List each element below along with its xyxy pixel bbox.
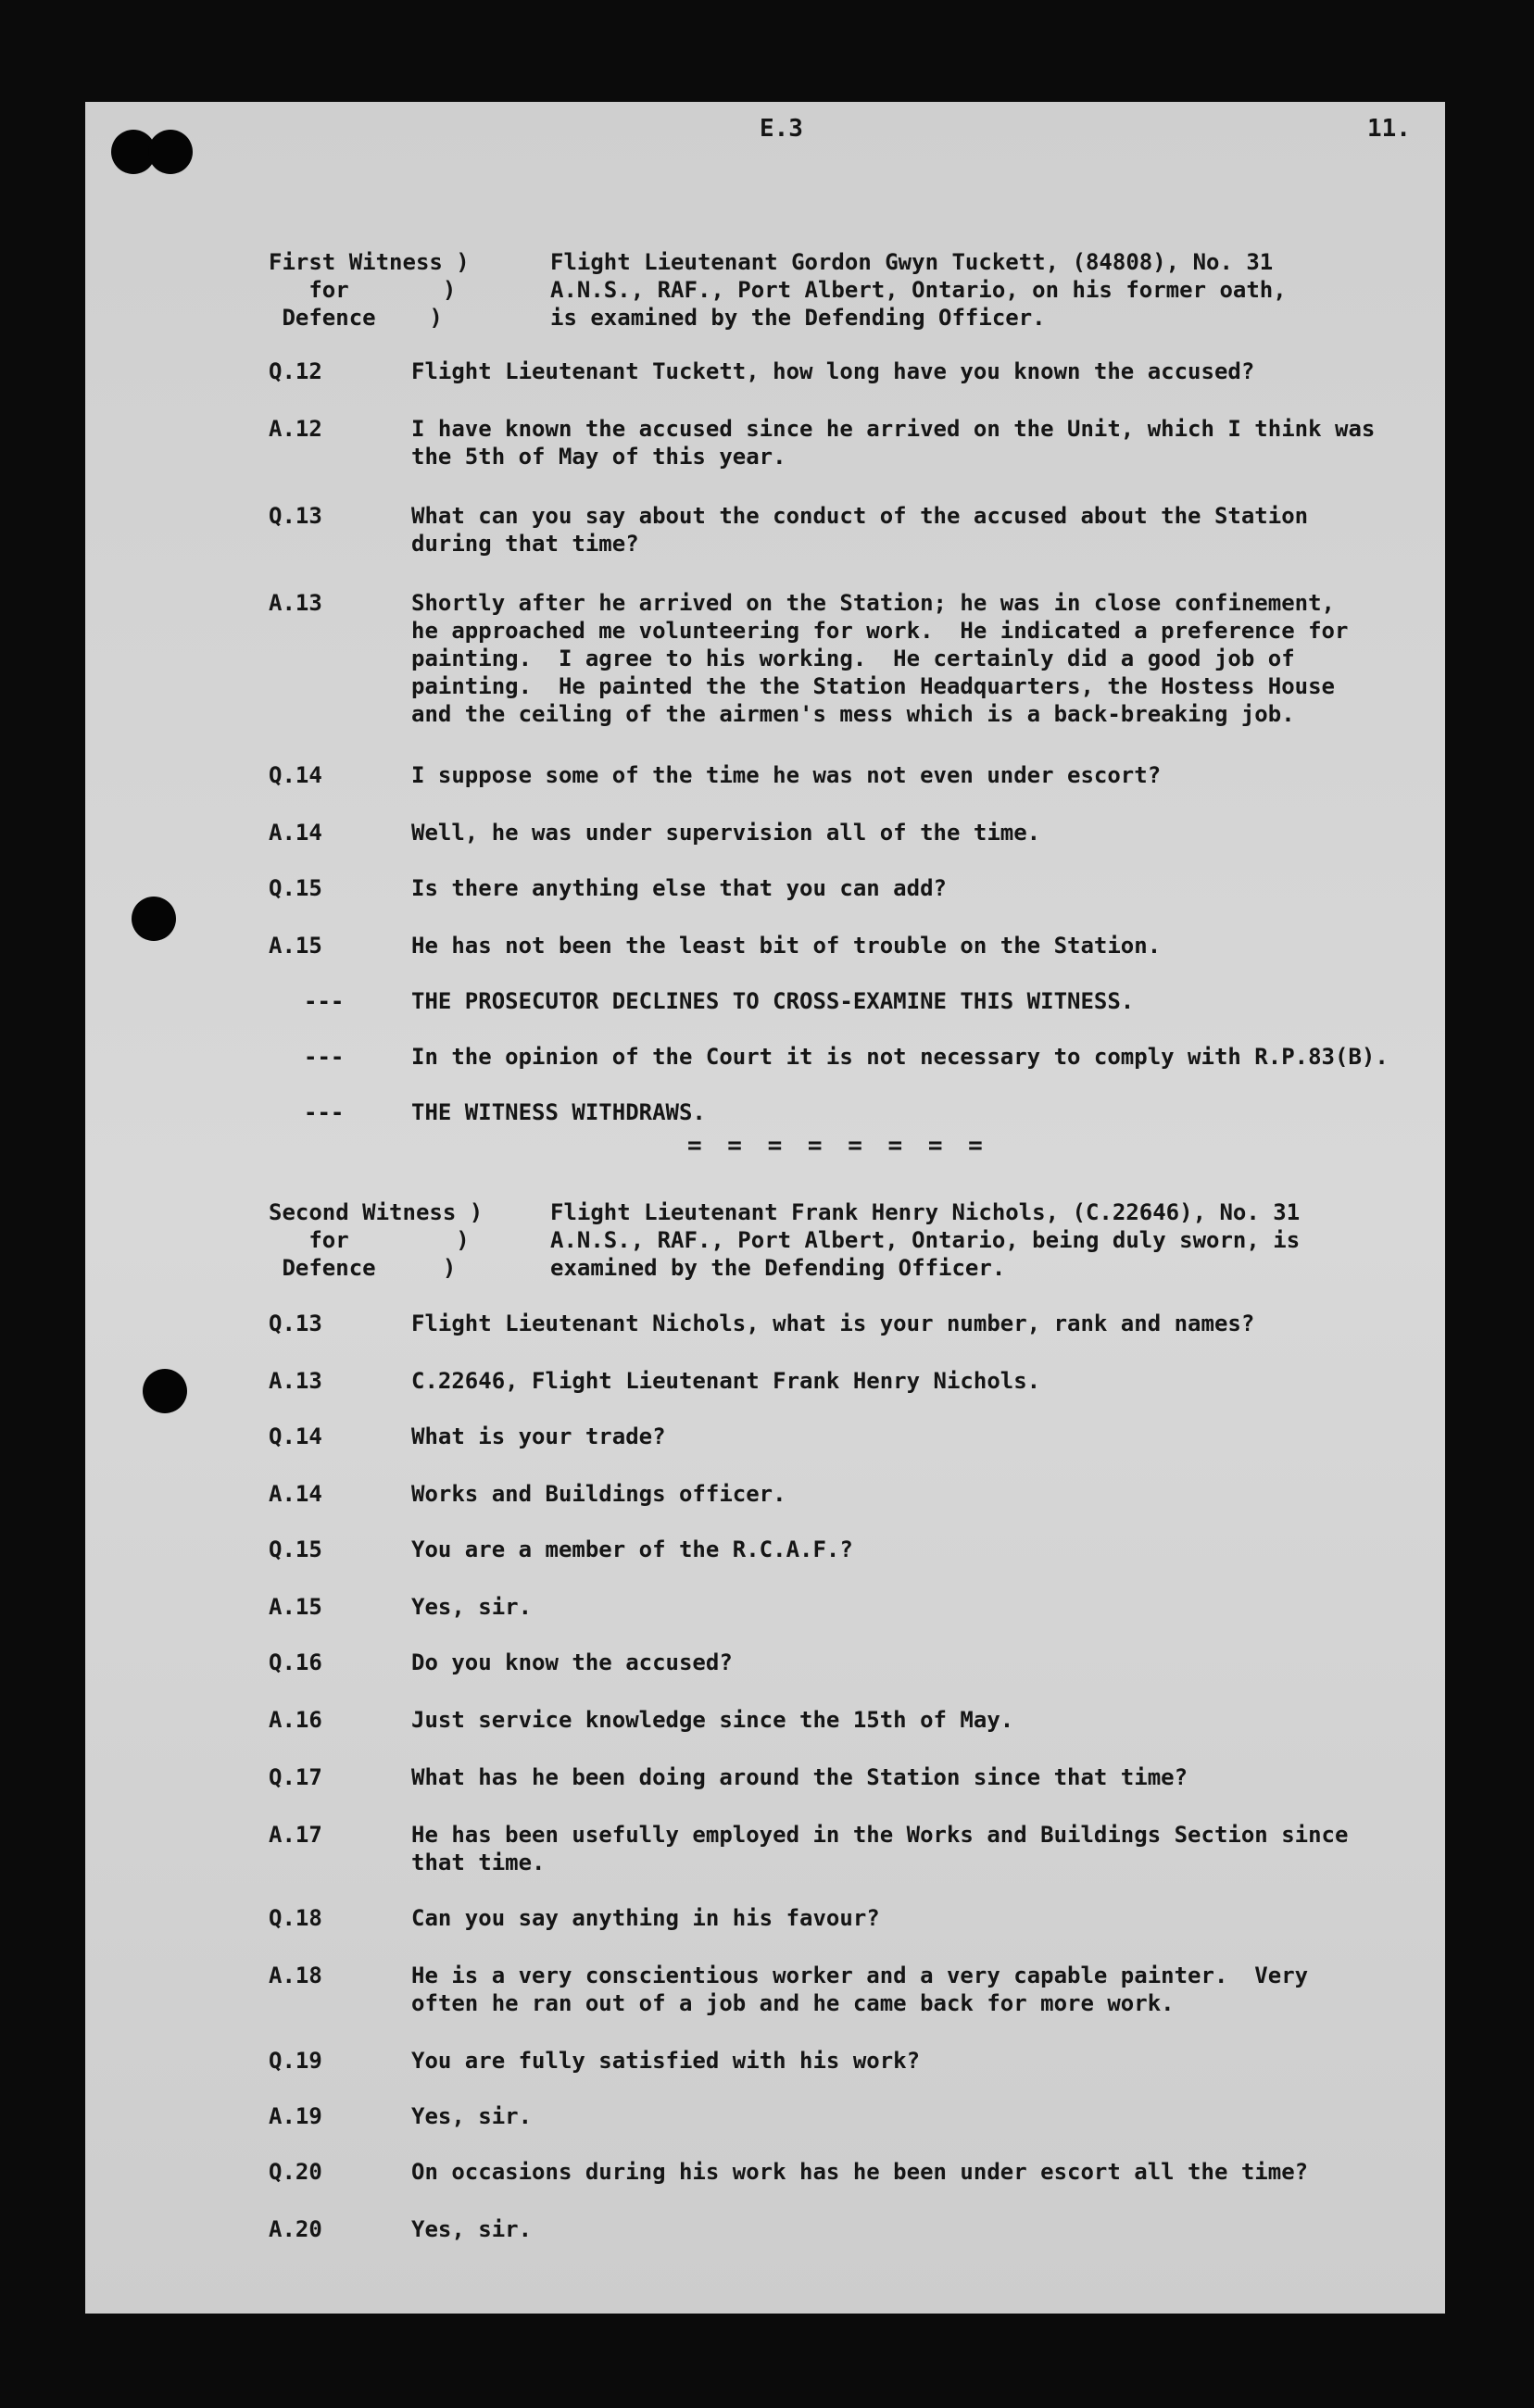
entry-label: Q.20 (269, 2159, 322, 2185)
entry-text: He has been usefully employed in the Works and Buildings Section since that time. (411, 1822, 1349, 1875)
entry-text: You are a member of the R.C.A.F.? (411, 1536, 853, 1562)
entry-text: Yes, sir. (411, 2216, 533, 2242)
entry-label: A.12 (269, 416, 322, 442)
entry-text: Flight Lieutenant Tuckett, how long have you known the accused? (411, 358, 1255, 384)
entry-text: What can you say about the conduct of the accused about the Station during that time? (411, 503, 1309, 557)
entry-text: C.22646, Flight Lieutenant Frank Henry Nichols. (411, 1368, 1041, 1394)
witness-description: Flight Lieutenant Frank Henry Nichols, (C.22646), No. 31 A.N.S., RAF., Port Albert, Ontario, being duly sworn, is examined by the Defending Officer. (550, 1199, 1301, 1281)
entry-label: Q.15 (269, 1536, 322, 1562)
entry-label: --- (304, 1044, 345, 1070)
section-separator: = = = = = = = = (687, 1132, 988, 1160)
entry-text: What has he been doing around the Station since that time? (411, 1764, 1188, 1790)
entry-label: A.18 (269, 1963, 322, 1988)
entry-text: You are fully satisfied with his work? (411, 2048, 921, 2074)
entry-label: Q.16 (269, 1649, 322, 1675)
entry-text: Yes, sir. (411, 1594, 533, 1620)
entry-label: A.14 (269, 1481, 322, 1507)
document-page (85, 102, 1445, 2314)
page-header-code: E.3 (760, 115, 803, 143)
entry-label: --- (304, 988, 345, 1014)
entry-label: Q.19 (269, 2048, 322, 2074)
entry-text: Works and Buildings officer. (411, 1481, 786, 1507)
entry-label: Q.14 (269, 762, 322, 788)
entry-text: Flight Lieutenant Nichols, what is your number, rank and names? (411, 1311, 1255, 1336)
entry-text: Shortly after he arrived on the Station; he was in close confinement, he approached me volunteering for work. He indicated a preference for painting. I agree to his working. He certainly did a good job of painting. He painted the the Station Headquarters, the Hostess House and the ceiling of the airmen's mess which is a back-breaking job. (411, 590, 1349, 727)
entry-label: A.20 (269, 2216, 322, 2242)
entry-label: Q.13 (269, 1311, 322, 1336)
entry-label: Q.13 (269, 503, 322, 529)
entry-label: A.16 (269, 1707, 322, 1733)
entry-text: He has not been the least bit of trouble on the Station. (411, 933, 1162, 959)
entry-label: --- (304, 1099, 345, 1125)
entry-text: Is there anything else that you can add? (411, 875, 947, 901)
entry-label: Q.15 (269, 875, 322, 901)
entry-text: I suppose some of the time he was not even under escort? (411, 762, 1162, 788)
witness-label: Second Witness ) for ) Defence ) (269, 1199, 484, 1281)
entry-text: Do you know the accused? (411, 1649, 733, 1675)
entry-text: I have known the accused since he arrived on the Unit, which I think was the 5th of May of this year. (411, 416, 1376, 470)
entry-label: A.19 (269, 2103, 322, 2129)
page-number: 11. (1367, 115, 1411, 143)
entry-text: Just service knowledge since the 15th of May. (411, 1707, 1014, 1733)
entry-text: THE PROSECUTOR DECLINES TO CROSS-EXAMINE THIS WITNESS. (411, 988, 1135, 1014)
entry-label: Q.18 (269, 1905, 322, 1931)
entry-label: A.15 (269, 933, 322, 959)
entry-label: Q.14 (269, 1423, 322, 1449)
entry-label: A.13 (269, 590, 322, 616)
witness-description: Flight Lieutenant Gordon Gwyn Tuckett, (84808), No. 31 A.N.S., RAF., Port Albert, Ontario, on his former oath, is examined by the Defending Officer. (550, 249, 1287, 331)
entry-text: On occasions during his work has he been under escort all the time? (411, 2159, 1309, 2185)
entry-text: He is a very conscientious worker and a very capable painter. Very often he ran out of a job and he came back for more work. (411, 1963, 1309, 2016)
entry-text: Yes, sir. (411, 2103, 533, 2129)
entry-label: A.15 (269, 1594, 322, 1620)
entry-label: Q.12 (269, 358, 322, 384)
entry-text: Can you say anything in his favour? (411, 1905, 880, 1931)
entry-text: THE WITNESS WITHDRAWS. (411, 1099, 706, 1125)
entry-label: A.17 (269, 1822, 322, 1848)
punch-hole (148, 130, 193, 174)
entry-text: What is your trade? (411, 1423, 666, 1449)
entry-text: Well, he was under supervision all of the time. (411, 820, 1041, 846)
entry-text: In the opinion of the Court it is not necessary to comply with R.P.83(B). (411, 1044, 1389, 1070)
punch-hole (143, 1369, 187, 1413)
entry-label: Q.17 (269, 1764, 322, 1790)
witness-label: First Witness ) for ) Defence ) (269, 249, 470, 331)
punch-hole (132, 897, 176, 941)
entry-label: A.13 (269, 1368, 322, 1394)
entry-label: A.14 (269, 820, 322, 846)
